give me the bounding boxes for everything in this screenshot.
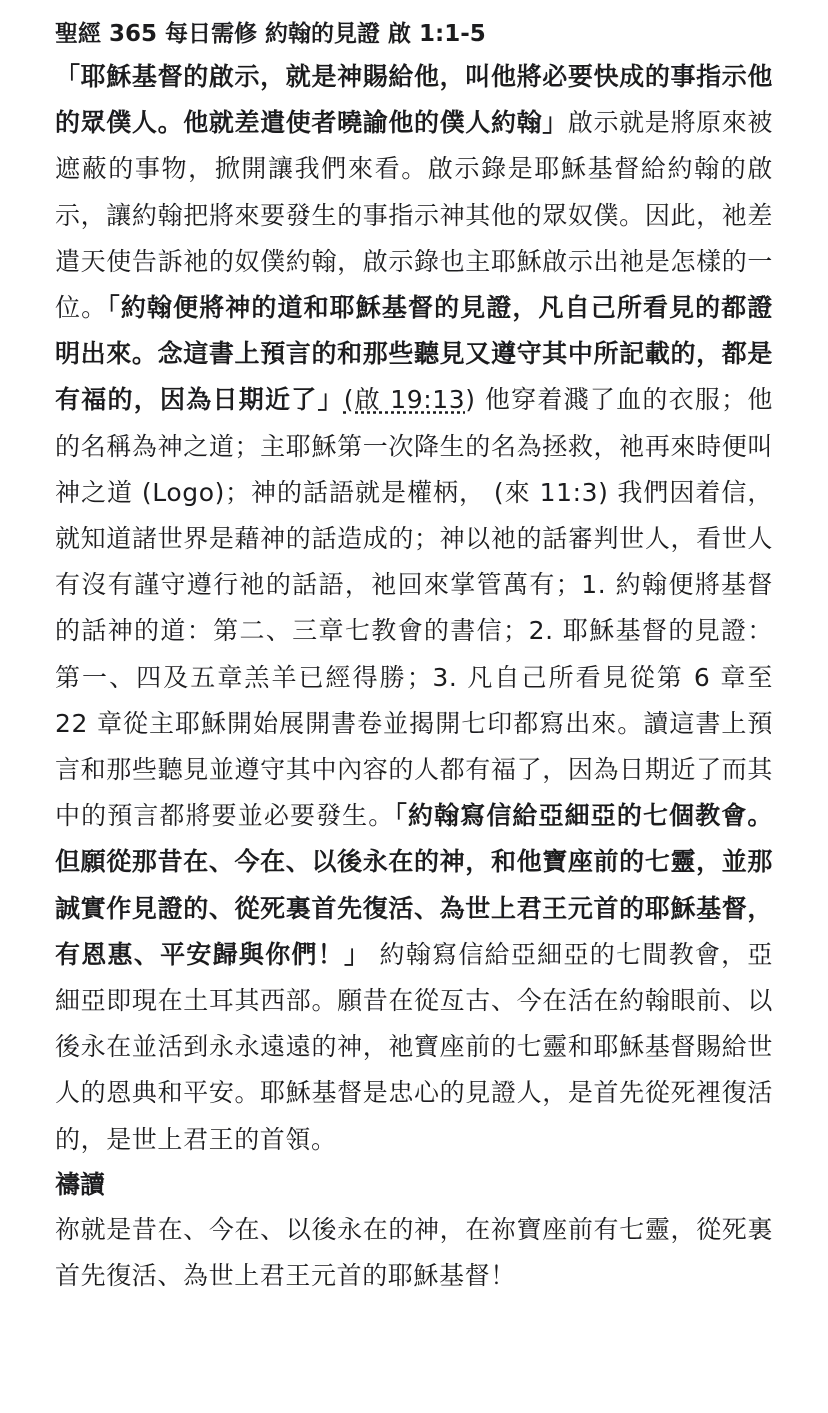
commentary-text-2: 他穿着濺了血的衣服；他的名稱為神之道；主耶穌第一次降生的名為拯救，祂再來時便叫神之道 (Logo)；神的話語就是權柄， (來 11:3) 我們因着信，就知道諸世界是藉神的話造成的；神以祂的話審判世人，看世人有沒有謹守遵行祂的話語，祂回來掌管萬有；1. 約翰便將基督的話神的道：第二、三章七教會的書信；2. 耶穌基督的見證：第一、四及五章羔羊已經得勝；3. 凡自己所看見從第 6 章至 22 章從主耶穌開始展開書卷並揭開七印都寫出來。讀這書上預言和那些聽見並遵守其中內容的人都有福了，因為日期近了而其中的預言都將要並必要發生。 [55,385,773,831]
scripture-quote-2: 「約翰便將神的道和耶穌基督的見證，凡自己所看見的都證明出來。念這書上預言的和那些聽見又遵守其中所記載的，都是有福的，因為日期近了」 [55,293,773,415]
commentary-text-1: 啟示就是將原來被遮蔽的事物，掀開讓我們來看。啟示錄是耶穌基督給約翰的啟示，讓約翰把將來要發生的事指示神其他的眾奴僕。因此，祂差遣天使告訴祂的奴僕約翰，啟示錄也主耶穌啟示出祂是怎樣的一位。 [55,108,773,323]
commentary-text-3: 約翰寫信給亞細亞的七間教會，亞細亞即現在土耳其西部。願昔在從亙古、今在活在約翰眼前、以後永在並活到永永遠遠的神，祂寶座前的七靈和耶穌基督賜給世人的恩典和平安。耶穌基督是忠心的見證人，是首先從死裡復活的，是世上君王的首領。 [55,939,773,1154]
prayer-text: 祢就是昔在、今在、以後永在的神，在祢寶座前有七靈，從死裏首先復活、為世上君王元首的耶穌基督！ [55,1214,773,1291]
scripture-quote-1: 「耶穌基督的啟示，就是神賜給他，叫他將必要快成的事指示他的眾僕人。他就差遣使者曉諭他的僕人約翰」 [55,62,773,138]
page-title: 聖經 365 每日需修 約翰的見證 啟 1:1-5 [55,21,486,47]
scripture-reference-link[interactable]: (啟 19:13) [343,385,476,415]
devotional-page [55,14,773,1299]
main-paragraph [55,54,773,1163]
prayer-heading: 禱讀 [55,1169,106,1199]
scripture-quote-3: 「約翰寫信給亞細亞的七個教會。但願從那昔在、今在、以後永在的神，和他寶座前的七靈，並那誠實作見證的、從死裏首先復活、為世上君王元首的耶穌基督，有恩惠、平安歸與你們！」 [55,801,773,969]
